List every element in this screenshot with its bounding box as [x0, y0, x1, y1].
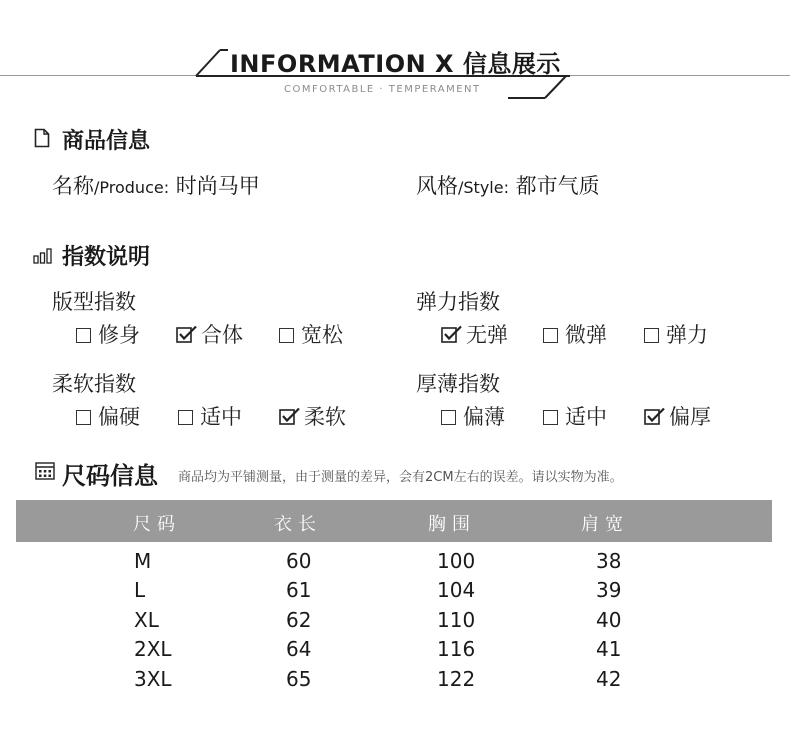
- softness-option-medium[interactable]: [178, 401, 242, 431]
- size-measurement-note: 商品均为平铺测量，由于测量的差异，会有2CM左右的误差。请以实物为准。: [178, 470, 623, 485]
- cell-size: M: [134, 549, 152, 573]
- cell-length: 60: [286, 549, 312, 573]
- product-style-row: [416, 170, 600, 200]
- cell-shoulder: 39: [596, 578, 622, 602]
- elasticity-index-title: 弹力指数: [416, 290, 500, 314]
- thickness-option-thick[interactable]: [644, 401, 711, 431]
- option-label: 柔软: [304, 405, 346, 429]
- checked-box-icon: [644, 407, 666, 425]
- cell-length: 65: [286, 667, 312, 691]
- checkbox-icon: [279, 328, 294, 343]
- fit-index-title: 版型指数: [52, 290, 136, 314]
- cell-size: 3XL: [134, 667, 172, 691]
- calendar-grid-icon: [35, 462, 55, 480]
- index-title: 指数说明: [62, 245, 151, 270]
- cell-shoulder: 42: [596, 667, 622, 691]
- option-label: 偏硬: [98, 405, 140, 429]
- header-title: INFORMATION X 信息展示: [230, 50, 561, 78]
- thickness-index-title: 厚薄指数: [416, 372, 500, 396]
- checkbox-icon: [543, 328, 558, 343]
- option-label: 偏厚: [669, 405, 711, 429]
- product-style-label-en: /Style: [458, 178, 504, 197]
- cell-shoulder: 40: [596, 608, 622, 632]
- product-name-colon: :: [163, 178, 170, 197]
- option-label: 修身: [98, 323, 140, 347]
- cell-shoulder: 38: [596, 549, 622, 573]
- cell-chest: 110: [437, 608, 476, 632]
- cell-shoulder: 41: [596, 637, 622, 661]
- softness-option-stiff[interactable]: [76, 401, 140, 431]
- option-label: 宽松: [301, 323, 343, 347]
- option-label: 适中: [565, 405, 607, 429]
- checked-box-icon: [176, 325, 198, 343]
- cell-chest: 116: [437, 637, 476, 661]
- checkbox-icon: [441, 410, 456, 425]
- option-label: 适中: [200, 405, 242, 429]
- cell-length: 62: [286, 608, 312, 632]
- cell-size: L: [134, 578, 146, 602]
- col-header-size: 尺码: [133, 514, 181, 535]
- elasticity-option-stretch[interactable]: [644, 319, 708, 349]
- fit-option-slim[interactable]: [76, 319, 140, 349]
- header-subtitle: COMFORTABLE · TEMPERAMENT: [284, 84, 481, 95]
- thickness-option-thin[interactable]: [441, 401, 505, 431]
- checkbox-icon: [76, 410, 91, 425]
- product-name-label-en: /Produce: [94, 178, 164, 197]
- checkbox-icon: [543, 410, 558, 425]
- product-name-value: 时尚马甲: [175, 174, 260, 198]
- product-style-label: 风格: [416, 174, 458, 198]
- col-header-chest: 胸围: [428, 514, 476, 535]
- cell-size: 2XL: [134, 637, 172, 661]
- cell-chest: 100: [437, 549, 476, 573]
- size-table-header: [16, 500, 772, 542]
- size-info-title: 尺码信息: [62, 462, 158, 490]
- document-icon: [34, 128, 50, 148]
- option-label: 无弹: [466, 323, 508, 347]
- header-rule-right: [563, 75, 790, 76]
- option-label: 微弹: [565, 323, 607, 347]
- softness-option-soft[interactable]: [279, 401, 346, 431]
- cell-chest: 122: [437, 667, 476, 691]
- option-label: 合体: [201, 323, 243, 347]
- elasticity-option-none[interactable]: [441, 319, 508, 349]
- cell-chest: 104: [437, 578, 476, 602]
- col-header-shoulder: 肩宽: [581, 514, 629, 535]
- checkbox-icon: [644, 328, 659, 343]
- checked-box-icon: [441, 325, 463, 343]
- thickness-option-medium[interactable]: [543, 401, 607, 431]
- bar-chart-icon: [33, 248, 53, 264]
- fit-option-loose[interactable]: [279, 319, 343, 349]
- option-label: 弹力: [666, 323, 708, 347]
- cell-length: 61: [286, 578, 312, 602]
- elasticity-option-slight[interactable]: [543, 319, 607, 349]
- fit-option-regular[interactable]: [176, 319, 243, 349]
- cell-length: 64: [286, 637, 312, 661]
- cell-size: XL: [134, 608, 159, 632]
- softness-index-title: 柔软指数: [52, 372, 136, 396]
- option-label: 偏薄: [463, 405, 505, 429]
- product-info-title: 商品信息: [62, 129, 151, 154]
- checked-box-icon: [279, 407, 301, 425]
- checkbox-icon: [76, 328, 91, 343]
- product-style-value: 都市气质: [515, 174, 600, 198]
- header-rule-left: [0, 75, 198, 76]
- product-name-label: 名称: [52, 174, 94, 198]
- checkbox-icon: [178, 410, 193, 425]
- col-header-length: 衣长: [274, 514, 322, 535]
- product-style-colon: :: [503, 178, 509, 197]
- product-name-row: [52, 170, 260, 200]
